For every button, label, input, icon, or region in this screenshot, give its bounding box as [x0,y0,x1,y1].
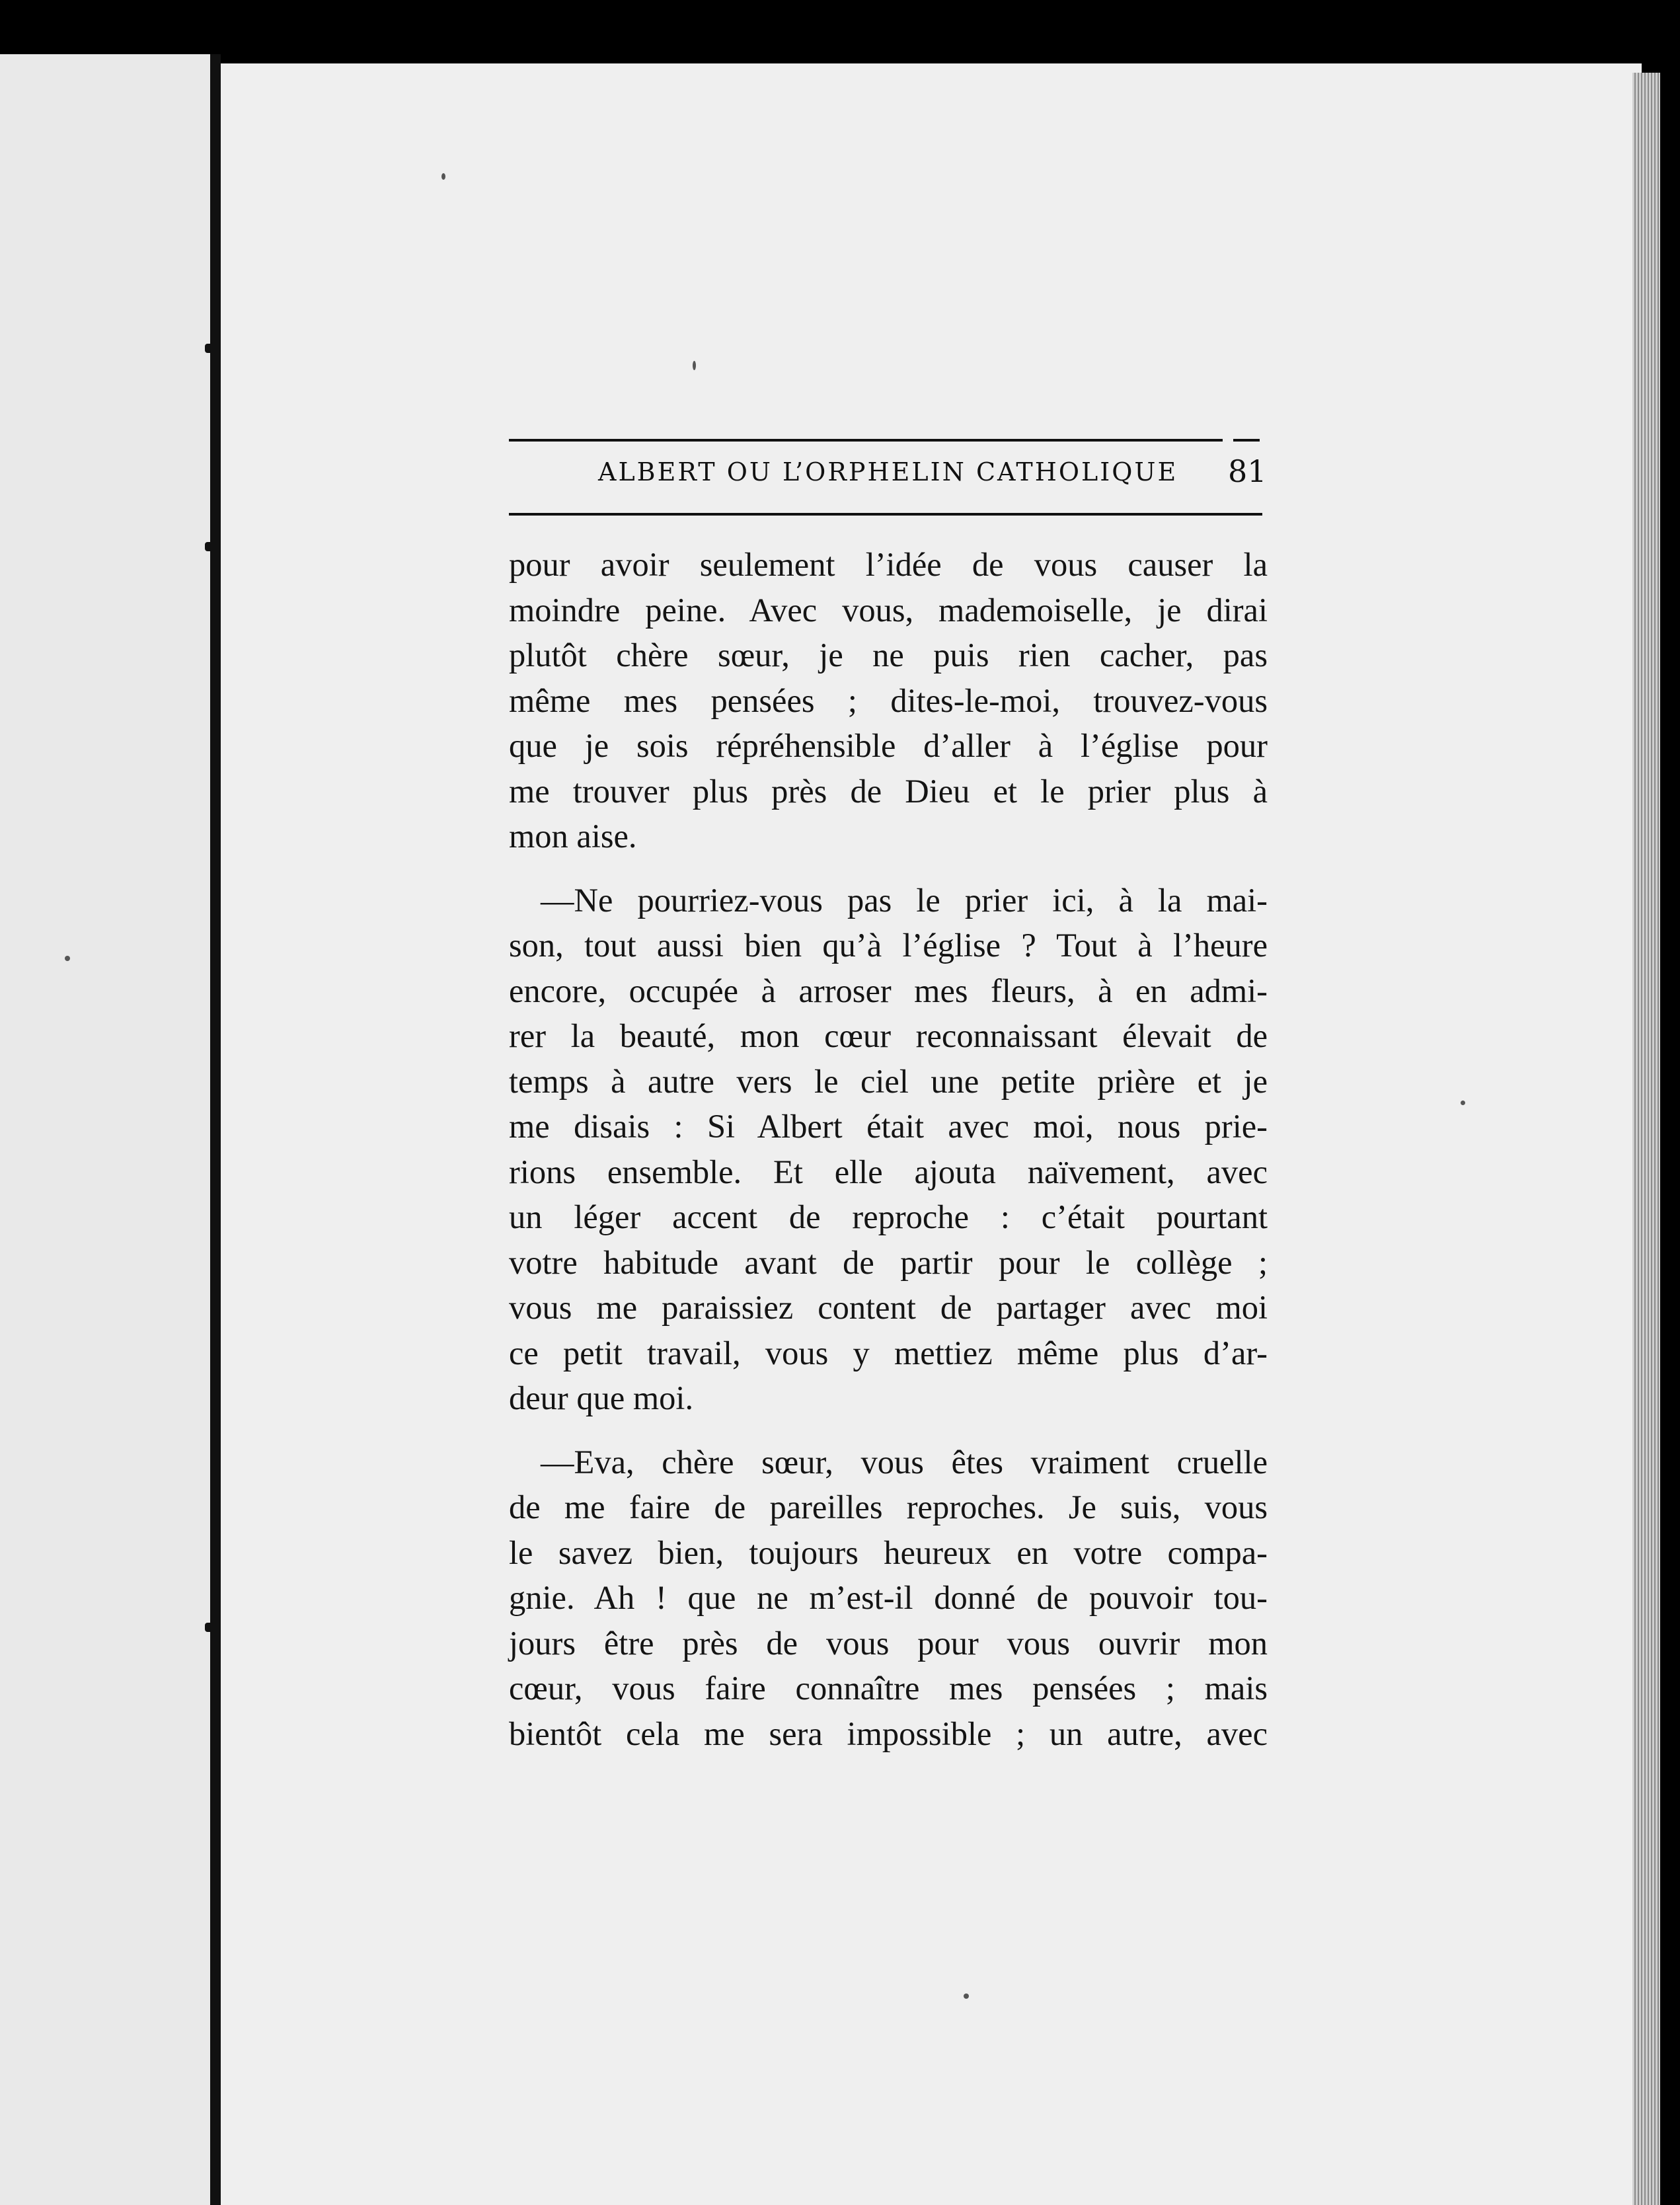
text-line: le savez bien, toujours heureux en votre compa- [509,1533,1268,1571]
text-line: de me faire de pareilles reproches. Je suis, vous [509,1489,1268,1526]
header-rule-top [509,439,1223,442]
text-line: rer la beauté, mon cœur reconnaissant élevait de [509,1017,1268,1054]
text-line: même mes pensées ; dites-le-moi, trouvez-vous [509,681,1268,719]
scan-speck [964,1993,969,1999]
text-line: moindre peine. Avec vous, mademoiselle, je dirai [509,591,1268,629]
scan-speck [441,173,445,180]
text-line: plutôt chère sœur, je ne puis rien cacher, pas [509,637,1268,674]
text-line: me trouver plus près de Dieu et le prier plus à [509,772,1268,810]
text-line: son, tout aussi bien qu’à l’église ? Tout à l’heure [509,927,1268,964]
running-title: ALBERT OU L’ORPHELIN CATHOLIQUE [598,457,1178,486]
text-line: ce petit travail, vous y mettiez même plus d’ar- [509,1334,1268,1372]
text-line: cœur, vous faire connaître mes pensées ; mais [509,1670,1268,1707]
book-spine [210,54,221,2205]
header-rule-top-end [1233,439,1260,442]
text-line: encore, occupée à arroser mes fleurs, à en admi- [509,972,1268,1009]
text-line: que je sois répréhensible d’aller à l’église pour [509,727,1268,764]
text-line: deur que moi. [509,1379,694,1416]
text-line: —Eva, chère sœur, vous êtes vraiment cruelle [541,1443,1268,1481]
text-line: me disais : Si Albert était avec moi, nous prie- [509,1108,1268,1145]
paragraph [509,542,1268,859]
scan-speck [1461,1101,1465,1105]
previous-page-margin [0,54,213,2205]
scan-speck [693,361,696,370]
page-block-edges [1632,73,1660,2205]
text-line: pour avoir seulement l’idée de vous causer la [509,546,1268,583]
text-line: rions ensemble. Et elle ajouta naïvement, avec [509,1153,1268,1190]
paragraph [509,1440,1268,1757]
header-rule-bottom [509,513,1262,516]
page-number: 81 [1228,453,1267,489]
text-line: jours être près de vous pour vous ouvrir mon [509,1624,1268,1662]
text-line: mon aise. [509,818,637,855]
scan-speck [65,956,70,961]
paragraph [509,878,1268,1421]
text-line: un léger accent de reproche : c’était pourtant [509,1198,1268,1235]
text-line: temps à autre vers le ciel une petite prière et je [509,1062,1268,1100]
text-line: gnie. Ah ! que ne m’est-il donné de pouvoir tou- [509,1579,1268,1616]
text-line: bientôt cela me sera impossible ; un autre, avec [509,1715,1268,1752]
text-line: votre habitude avant de partir pour le collège ; [509,1243,1268,1281]
text-line: vous me paraissiez content de partager avec moi [509,1289,1268,1326]
text-line: —Ne pourriez-vous pas le prier ici, à la mai- [541,881,1268,919]
body-text [509,542,1268,1756]
